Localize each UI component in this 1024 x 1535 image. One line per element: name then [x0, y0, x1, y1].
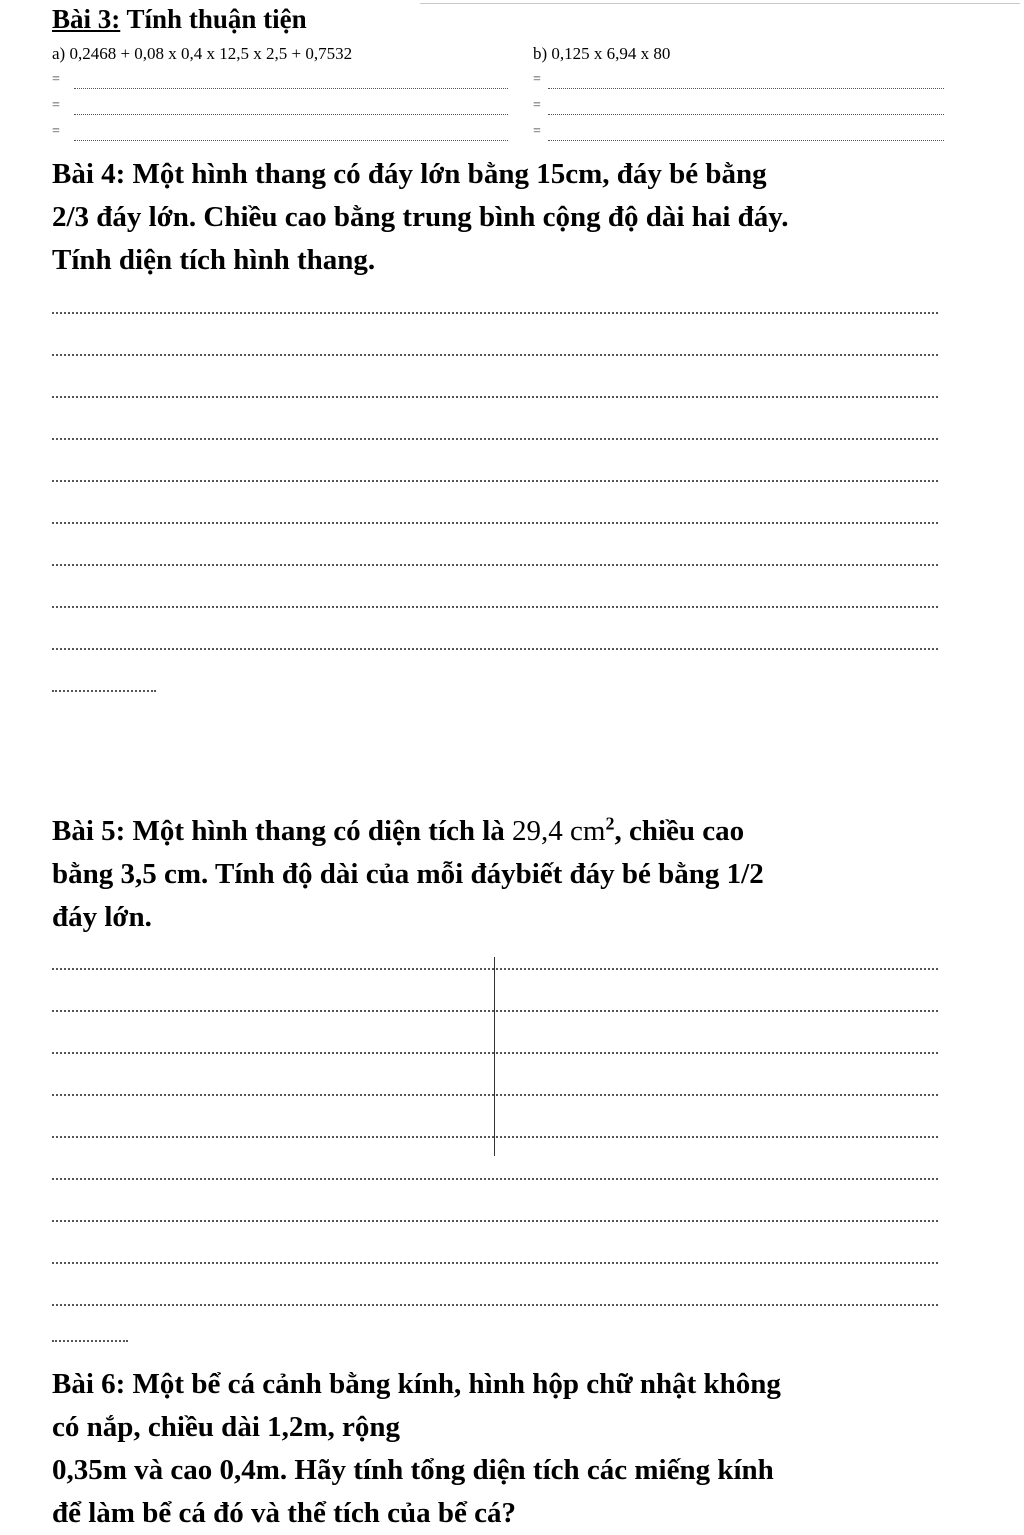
bai5-area-value: 29,4 [512, 815, 563, 847]
bai5-area-unit: cm [570, 815, 606, 847]
bai3-heading [52, 4, 307, 35]
bai4-answer-line-9[interactable] [52, 648, 938, 650]
bai6-problem [52, 1363, 781, 1535]
bai3-a-answer-line-3[interactable] [74, 140, 508, 141]
bai5-vertical-divider [494, 957, 495, 1156]
bai3-part-b: b) 0,125 x 6,94 x 80 [533, 44, 671, 63]
bai5-answer-line-9[interactable] [52, 1304, 938, 1306]
bai6-line-3: 0,35m và cao 0,4m. Hãy tính tổng diện tích các miếng kính [52, 1454, 774, 1486]
bai4-answer-line-7[interactable] [52, 564, 938, 566]
bai3-b-answer-line-1[interactable] [548, 88, 944, 89]
bai4-answer-line-6[interactable] [52, 522, 938, 524]
bai3-a-eq-3: = [52, 124, 60, 139]
bai3-a-answer-line-2[interactable] [74, 114, 508, 115]
bai6-line-1: Bài 6: Một bể cá cảnh bằng kính, hình hộp chữ nhật không [52, 1368, 781, 1400]
bai5-line-1-a: Bài 5: Một hình thang có diện tích là [52, 815, 513, 847]
bai3-a-eq-1: = [52, 72, 60, 87]
bai5-answer-line-10[interactable] [52, 1340, 128, 1342]
bai5-answer-line-5[interactable] [52, 1136, 938, 1138]
bai3-b-eq-1: = [533, 72, 541, 87]
bai4-answer-line-1[interactable] [52, 312, 938, 314]
bai5-answer-line-4[interactable] [52, 1094, 938, 1096]
bai3-b-answer-line-3[interactable] [548, 140, 944, 141]
bai5-answer-line-1[interactable] [52, 968, 938, 970]
bai4-answer-line-10[interactable] [52, 690, 156, 692]
bai5-problem [52, 810, 764, 939]
bai4-line-3: Tính diện tích hình thang. [52, 244, 376, 276]
bai6-line-4: để làm bể cá đó và thể tích của bể cá? [52, 1497, 516, 1529]
bai6-line-2: có nắp, chiều dài 1,2m, rộng [52, 1411, 401, 1443]
bai3-a-eq-2: = [52, 98, 60, 113]
bai3-title: Tính thuận tiện [126, 4, 307, 34]
bai4-answer-line-2[interactable] [52, 354, 938, 356]
bai5-answer-line-2[interactable] [52, 1010, 938, 1012]
bai3-b-eq-3: = [533, 124, 541, 139]
bai5-line-1-b: , chiều cao [614, 815, 745, 847]
bai4-answer-line-3[interactable] [52, 396, 938, 398]
bai5-line-3: đáy lớn. [52, 901, 152, 933]
bai4-answer-line-8[interactable] [52, 606, 938, 608]
bai4-answer-line-5[interactable] [52, 480, 938, 482]
bai3-b-answer-line-2[interactable] [548, 114, 944, 115]
bai3-a-answer-line-1[interactable] [74, 88, 508, 89]
bai5-area-exponent: 2 [605, 813, 615, 834]
bai5-answer-line-7[interactable] [52, 1220, 938, 1222]
bai3-label: Bài 3: [52, 4, 121, 34]
bai4-answer-line-4[interactable] [52, 438, 938, 440]
bai5-line-1 [52, 810, 764, 853]
bai4-line-2: 2/3 đáy lớn. Chiều cao bằng trung bình cộng độ dài hai đáy. [52, 201, 789, 233]
bai4-problem [52, 153, 788, 282]
bai3-part-a: a) 0,2468 + 0,08 x 0,4 x 12,5 x 2,5 + 0,7532 [52, 44, 353, 63]
bai3-b-eq-2: = [533, 98, 541, 113]
top-border-line [420, 3, 1020, 4]
bai5-answer-line-3[interactable] [52, 1052, 938, 1054]
bai5-answer-line-6[interactable] [52, 1178, 938, 1180]
bai5-answer-line-8[interactable] [52, 1262, 938, 1264]
bai4-line-1: Bài 4: Một hình thang có đáy lớn bằng 15cm, đáy bé bằng [52, 158, 767, 190]
bai5-line-2: bằng 3,5 cm. Tính độ dài của mỗi đáybiết đáy bé bằng 1/2 [52, 858, 764, 890]
